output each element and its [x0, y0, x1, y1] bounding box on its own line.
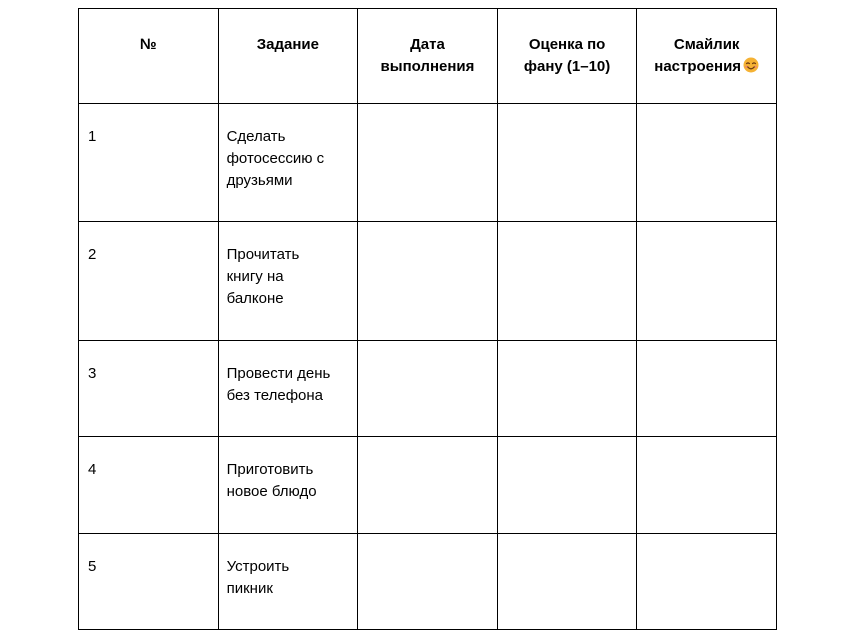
row-rating[interactable] — [497, 104, 637, 222]
row-number: 2 — [79, 222, 219, 341]
row-number: 1 — [79, 104, 219, 222]
row-rating[interactable] — [497, 437, 637, 534]
row-task: Провести день без телефона — [218, 341, 358, 437]
row-task: Сделать фотосессию с друзьями — [218, 104, 358, 222]
header-task: Задание — [218, 9, 358, 104]
header-mood: Смайлик настроения — [637, 9, 777, 104]
tasks-table — [78, 8, 777, 630]
row-date[interactable] — [358, 534, 498, 630]
row-date[interactable] — [358, 222, 498, 341]
row-mood[interactable] — [637, 437, 777, 534]
row-mood[interactable] — [637, 534, 777, 630]
row-rating[interactable] — [497, 222, 637, 341]
row-task: Приготовить новое блюдо — [218, 437, 358, 534]
row-rating[interactable] — [497, 534, 637, 630]
row-number: 3 — [79, 341, 219, 437]
table-row — [79, 437, 777, 534]
row-mood[interactable] — [637, 104, 777, 222]
row-date[interactable] — [358, 341, 498, 437]
header-rating: Оценка по фану (1–10) — [497, 9, 637, 104]
header-number: № — [79, 9, 219, 104]
row-rating[interactable] — [497, 341, 637, 437]
row-task: Прочитать книгу на балконе — [218, 222, 358, 341]
row-mood[interactable] — [637, 341, 777, 437]
row-mood[interactable] — [637, 222, 777, 341]
row-date[interactable] — [358, 437, 498, 534]
table-row — [79, 104, 777, 222]
header-date: Дата выполнения — [358, 9, 498, 104]
row-number: 5 — [79, 534, 219, 630]
table-row — [79, 341, 777, 437]
table-row — [79, 534, 777, 630]
row-date[interactable] — [358, 104, 498, 222]
smiling-face-icon — [743, 57, 759, 73]
table-row — [79, 222, 777, 341]
row-task: Устроить пикник — [218, 534, 358, 630]
table-header-row — [79, 9, 777, 104]
row-number: 4 — [79, 437, 219, 534]
